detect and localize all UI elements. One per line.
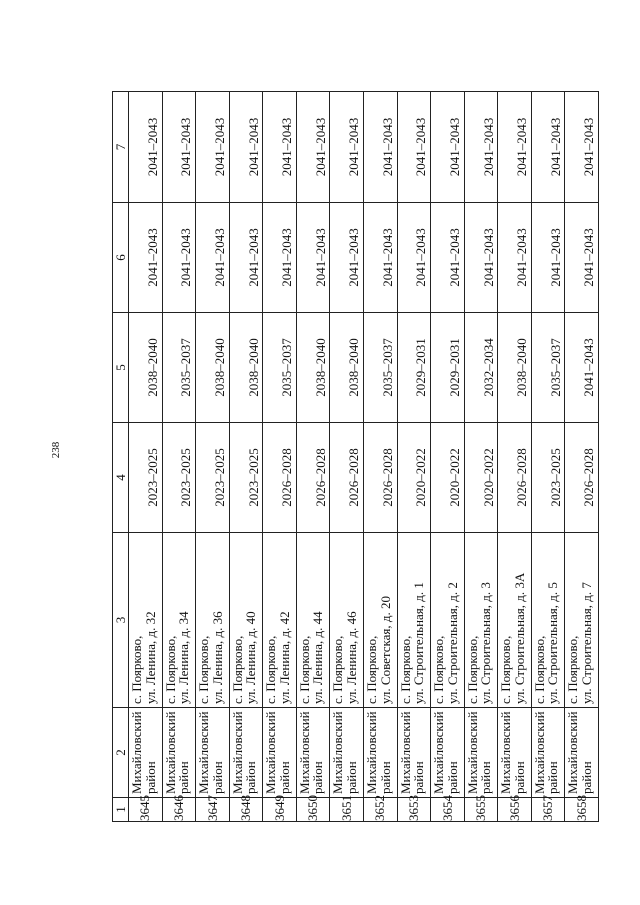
period-col5-cell [363, 313, 397, 423]
region-cell-text: район [578, 761, 594, 794]
address-cell [565, 533, 599, 708]
row-id-cell-text: 3655 [473, 795, 489, 821]
period-col4-cell [397, 423, 431, 533]
address-cell-text: ул. Строительная, д. 5 [545, 582, 561, 704]
address-cell [129, 533, 163, 708]
period-col7-cell-text: 2041–2043 [446, 117, 462, 177]
period-col5-cell-text: 2035–2037 [547, 338, 563, 397]
period-col4-cell [196, 423, 230, 533]
row-id-cell-text: 3654 [439, 795, 455, 821]
period-col5-cell [498, 313, 532, 423]
row-id-cell [498, 795, 532, 822]
period-col7-cell-text: 2041–2043 [480, 117, 496, 177]
period-col4-cell-text: 2023–2025 [245, 448, 261, 507]
period-col7-cell [229, 92, 263, 203]
period-col7-cell-text: 2041–2043 [245, 117, 261, 177]
period-col7-cell-text: 2041–2043 [178, 117, 194, 177]
region-cell-text: Михайловский [531, 711, 547, 794]
rotated-table-frame [112, 92, 599, 822]
row-id-cell [464, 795, 498, 822]
column-header: 5 [113, 313, 129, 423]
period-col4-cell-text: 2026–2028 [581, 448, 597, 507]
table-row [464, 92, 498, 822]
period-col4-cell-text: 2020–2022 [480, 448, 496, 507]
column-header: 2 [113, 708, 129, 798]
period-col4-cell [431, 423, 465, 533]
period-col5-cell [196, 313, 230, 423]
region-cell-text: Михайловский [397, 711, 413, 794]
period-col7-cell [464, 92, 498, 203]
region-cell [296, 708, 330, 798]
period-col4-cell-text: 2026–2028 [514, 448, 530, 507]
period-col5-cell [162, 313, 196, 423]
region-cell [431, 708, 465, 798]
period-col7-cell-text: 2041–2043 [312, 117, 328, 177]
period-col5-cell-text: 2038–2040 [312, 338, 328, 397]
period-col6-cell [330, 203, 364, 313]
period-col4-cell [129, 423, 163, 533]
address-cell-text: ул. Ленина, д. 40 [243, 611, 259, 704]
period-col4-cell-text: 2020–2022 [413, 448, 429, 507]
address-cell-text: ул. Строительная, д. 3А [511, 572, 527, 704]
period-col6-cell [363, 203, 397, 313]
address-cell [431, 533, 465, 708]
period-col4-cell [531, 423, 565, 533]
period-col6-cell [296, 203, 330, 313]
row-id-cell [363, 795, 397, 822]
period-col4-cell-text: 2026–2028 [279, 448, 295, 507]
table-row [196, 92, 230, 822]
period-col5-cell [296, 313, 330, 423]
region-cell [397, 708, 431, 798]
period-col4-cell [162, 423, 196, 533]
address-cell-text: с. Поярково, [263, 635, 279, 704]
address-cell-text: с. Поярково, [363, 635, 379, 704]
period-col6-cell-text: 2041–2043 [446, 228, 462, 287]
address-cell-text: ул. Строительная, д. 7 [578, 582, 594, 704]
period-col6-cell-text: 2041–2043 [144, 228, 160, 287]
period-col4-cell [464, 423, 498, 533]
table-row [162, 92, 196, 822]
region-cell-text: район [243, 761, 259, 794]
row-id-cell [330, 795, 364, 822]
period-col5-cell [464, 313, 498, 423]
row-id-cell [162, 795, 196, 822]
period-col4-cell [229, 423, 263, 533]
period-col4-cell-text: 2026–2028 [379, 448, 395, 507]
address-cell-text: ул. Строительная, д. 1 [411, 582, 427, 704]
row-id-cell [229, 795, 263, 822]
period-col4-cell-text: 2026–2028 [346, 448, 362, 507]
period-col7-cell-text: 2041–2043 [144, 117, 160, 177]
period-col7-cell [162, 92, 196, 203]
period-col5-cell [330, 313, 364, 423]
period-col5-cell-text: 2038–2040 [346, 338, 362, 397]
period-col7-cell [397, 92, 431, 203]
address-cell-text: с. Поярково, [464, 635, 480, 704]
region-cell-text: Михайловский [565, 711, 581, 794]
address-cell-text: ул. Ленина, д. 36 [209, 611, 225, 704]
column-header: 4 [113, 423, 129, 533]
row-id-cell-text: 3647 [204, 795, 220, 821]
address-cell [397, 533, 431, 708]
region-cell-text: Михайловский [162, 711, 178, 794]
period-col4-cell [565, 423, 599, 533]
row-id-cell-text: 3646 [171, 795, 187, 821]
column-header: 1 [113, 798, 129, 822]
address-cell-text: с. Поярково, [129, 635, 144, 704]
period-col5-cell-text: 2035–2037 [379, 338, 395, 397]
address-cell-text: с. Поярково, [196, 635, 212, 704]
table-row [296, 92, 330, 822]
period-col5-cell-text: 2038–2040 [144, 338, 160, 397]
table-row [431, 92, 465, 822]
period-col5-cell [129, 313, 163, 423]
address-cell [363, 533, 397, 708]
row-id-cell [196, 795, 230, 822]
period-col4-cell [330, 423, 364, 533]
region-cell-text: Михайловский [263, 711, 279, 794]
period-col7-cell-text: 2041–2043 [346, 117, 362, 177]
region-cell-text: Михайловский [498, 711, 514, 794]
period-col6-cell [229, 203, 263, 313]
region-cell-text: район [310, 761, 326, 794]
period-col6-cell [565, 203, 599, 313]
region-cell [129, 708, 163, 798]
address-cell-text: ул. Строительная, д. 2 [444, 582, 460, 704]
address-cell [296, 533, 330, 708]
period-col6-cell-text: 2041–2043 [279, 228, 295, 287]
region-cell-text: район [444, 761, 460, 794]
period-col6-cell-text: 2041–2043 [547, 228, 563, 287]
column-header: 7 [113, 92, 129, 203]
table-row [263, 92, 297, 822]
region-cell-text: Михайловский [330, 711, 346, 794]
region-cell-text: Михайловский [229, 711, 245, 794]
period-col5-cell [397, 313, 431, 423]
row-id-cell-text: 3657 [540, 795, 556, 821]
row-id-cell [296, 795, 330, 822]
address-cell-text: с. Поярково, [498, 635, 514, 704]
address-cell [229, 533, 263, 708]
period-col6-cell [431, 203, 465, 313]
address-cell-text: ул. Ленина, д. 42 [276, 611, 292, 704]
period-col7-cell [431, 92, 465, 203]
period-col6-cell [162, 203, 196, 313]
schedule-table [112, 91, 599, 822]
region-cell [531, 708, 565, 798]
region-cell [363, 708, 397, 798]
period-col6-cell-text: 2041–2043 [581, 228, 597, 287]
address-cell-text: с. Поярково, [330, 635, 346, 704]
period-col5-cell-text: 2038–2040 [514, 338, 530, 397]
table-row [531, 92, 565, 822]
period-col7-cell-text: 2041–2043 [514, 117, 530, 177]
row-id-cell [129, 795, 163, 822]
region-cell [498, 708, 532, 798]
period-col4-cell-text: 2023–2025 [178, 448, 194, 507]
period-col7-cell-text: 2041–2043 [379, 117, 395, 177]
period-col5-cell [565, 313, 599, 423]
row-id-cell-text: 3658 [573, 795, 589, 821]
period-col6-cell-text: 2041–2043 [514, 228, 530, 287]
row-id-cell [397, 795, 431, 822]
period-col6-cell [196, 203, 230, 313]
region-cell-text: Михайловский [296, 711, 312, 794]
row-id-cell-text: 3650 [305, 795, 321, 821]
row-id-cell [431, 795, 465, 822]
region-cell [263, 708, 297, 798]
region-cell [196, 708, 230, 798]
row-id-cell-text: 3645 [137, 795, 153, 821]
period-col5-cell-text: 2038–2040 [245, 338, 261, 397]
period-col5-cell-text: 2029–2031 [446, 338, 462, 397]
period-col4-cell [363, 423, 397, 533]
period-col5-cell-text: 2035–2037 [279, 338, 295, 397]
period-col7-cell [296, 92, 330, 203]
period-col5-cell-text: 2041–2043 [581, 338, 597, 397]
period-col5-cell-text: 2035–2037 [178, 338, 194, 397]
period-col5-cell-text: 2032–2034 [480, 338, 496, 397]
period-col7-cell [498, 92, 532, 203]
table-row [129, 92, 163, 822]
address-cell-text: с. Поярково, [565, 635, 581, 704]
address-cell-text: с. Поярково, [397, 635, 413, 704]
column-header: 3 [113, 533, 129, 708]
region-cell-text: район [209, 761, 225, 794]
region-cell-text: район [545, 761, 561, 794]
period-col6-cell [263, 203, 297, 313]
row-id-cell-text: 3653 [405, 795, 421, 821]
region-cell [464, 708, 498, 798]
period-col4-cell-text: 2023–2025 [547, 448, 563, 507]
address-cell-text: ул. Ленина, д. 32 [142, 611, 158, 704]
region-cell-text: район [176, 761, 192, 794]
region-cell-text: Михайловский [129, 711, 144, 794]
table-container [112, 92, 599, 822]
period-col7-cell [565, 92, 599, 203]
page-number: 238 [50, 441, 62, 459]
address-cell [196, 533, 230, 708]
period-col6-cell-text: 2041–2043 [346, 228, 362, 287]
period-col6-cell-text: 2041–2043 [413, 228, 429, 287]
table-row [330, 92, 364, 822]
address-cell-text: с. Поярково, [531, 635, 547, 704]
region-cell-text: район [344, 761, 360, 794]
address-cell [330, 533, 364, 708]
period-col6-cell [531, 203, 565, 313]
period-col4-cell-text: 2023–2025 [144, 448, 160, 507]
period-col7-cell-text: 2041–2043 [547, 117, 563, 177]
period-col4-cell-text: 2020–2022 [446, 448, 462, 507]
period-col6-cell-text: 2041–2043 [480, 228, 496, 287]
period-col4-cell-text: 2023–2025 [212, 448, 228, 507]
row-id-cell-text: 3656 [506, 795, 522, 821]
period-col7-cell [129, 92, 163, 203]
column-header: 6 [113, 203, 129, 313]
period-col7-cell-text: 2041–2043 [413, 117, 429, 177]
period-col7-cell [531, 92, 565, 203]
period-col7-cell [363, 92, 397, 203]
period-col7-cell-text: 2041–2043 [279, 117, 295, 177]
period-col6-cell-text: 2041–2043 [212, 228, 228, 287]
region-cell [162, 708, 196, 798]
address-cell-text: ул. Ленина, д. 34 [176, 611, 192, 704]
period-col6-cell [464, 203, 498, 313]
period-col5-cell [263, 313, 297, 423]
address-cell-text: ул. Советская, д. 20 [377, 595, 393, 704]
period-col4-cell [296, 423, 330, 533]
period-col7-cell-text: 2041–2043 [212, 117, 228, 177]
row-id-cell-text: 3651 [338, 795, 354, 821]
period-col4-cell [498, 423, 532, 533]
region-cell-text: район [411, 761, 427, 794]
address-cell-text: с. Поярково, [162, 635, 178, 704]
period-col7-cell [196, 92, 230, 203]
region-cell [330, 708, 364, 798]
period-col6-cell-text: 2041–2043 [379, 228, 395, 287]
row-id-cell-text: 3652 [372, 795, 388, 821]
period-col6-cell [498, 203, 532, 313]
period-col5-cell-text: 2029–2031 [413, 338, 429, 397]
address-cell [531, 533, 565, 708]
period-col5-cell-text: 2038–2040 [212, 338, 228, 397]
row-id-cell [263, 795, 297, 822]
period-col6-cell-text: 2041–2043 [245, 228, 261, 287]
row-id-cell [531, 795, 565, 822]
address-cell-text: с. Поярково, [296, 635, 312, 704]
row-id-cell [565, 795, 599, 822]
period-col5-cell [531, 313, 565, 423]
region-cell-text: район [276, 761, 292, 794]
region-cell-text: район [377, 761, 393, 794]
address-cell-text: ул. Ленина, д. 46 [344, 611, 360, 704]
region-cell-text: Михайловский [363, 711, 379, 794]
address-cell-text: ул. Ленина, д. 44 [310, 611, 326, 704]
region-cell-text: Михайловский [196, 711, 212, 794]
period-col5-cell [229, 313, 263, 423]
period-col6-cell-text: 2041–2043 [178, 228, 194, 287]
period-col7-cell [330, 92, 364, 203]
period-col4-cell [263, 423, 297, 533]
period-col7-cell [263, 92, 297, 203]
region-cell-text: район [511, 761, 527, 794]
address-cell [464, 533, 498, 708]
table-body [129, 92, 599, 822]
period-col7-cell-text: 2041–2043 [581, 117, 597, 177]
header-row [113, 92, 129, 822]
period-col5-cell [431, 313, 465, 423]
region-cell-text: район [478, 761, 494, 794]
address-cell-text: ул. Строительная, д. 3 [478, 582, 494, 704]
table-row [397, 92, 431, 822]
region-cell [229, 708, 263, 798]
region-cell-text: Михайловский [431, 711, 447, 794]
row-id-cell-text: 3649 [271, 795, 287, 821]
period-col6-cell-text: 2041–2043 [312, 228, 328, 287]
table-row [363, 92, 397, 822]
address-cell-text: с. Поярково, [229, 635, 245, 704]
address-cell [162, 533, 196, 708]
address-cell-text: с. Поярково, [431, 635, 447, 704]
period-col6-cell [397, 203, 431, 313]
region-cell-text: район [142, 761, 158, 794]
address-cell [263, 533, 297, 708]
period-col4-cell-text: 2026–2028 [312, 448, 328, 507]
region-cell-text: Михайловский [464, 711, 480, 794]
table-row [498, 92, 532, 822]
period-col6-cell [129, 203, 163, 313]
address-cell [498, 533, 532, 708]
table-row [565, 92, 599, 822]
region-cell [565, 708, 599, 798]
row-id-cell-text: 3648 [238, 795, 254, 821]
table-row [229, 92, 263, 822]
